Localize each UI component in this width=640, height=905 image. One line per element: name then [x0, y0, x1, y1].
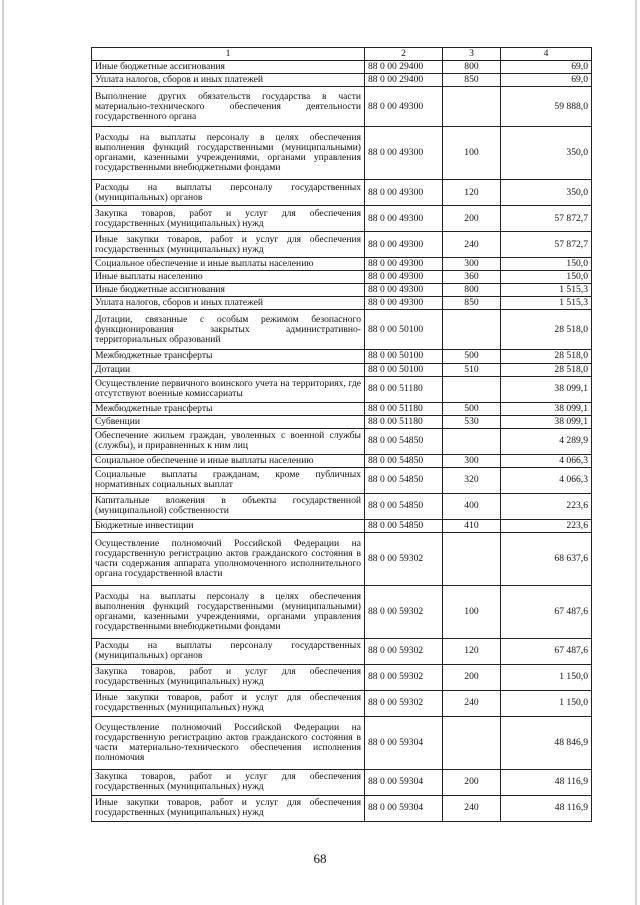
- header-col-1: 1: [92, 48, 365, 61]
- row-sum-cell: 38 099,1: [501, 402, 592, 415]
- table-row: [92, 532, 592, 585]
- row-sum-cell: 38 099,1: [501, 415, 592, 428]
- row-code-cell: 88 0 00 50100: [365, 363, 443, 376]
- row-name-cell: Расходы на выплаты персоналу государственных (муниципальных) органов: [92, 180, 365, 206]
- row-sum-cell: 69,0: [501, 61, 592, 74]
- row-sum-cell: 350,0: [501, 180, 592, 206]
- row-name-cell: Дотации: [92, 363, 365, 376]
- row-code-cell: 88 0 00 59302: [365, 638, 443, 664]
- row-sum-cell: 57 872,7: [501, 232, 592, 258]
- row-name-cell: Иные бюджетные ассигнования: [92, 61, 365, 74]
- row-name-cell: Уплата налогов, сборов и иных платежей: [92, 74, 365, 87]
- table-row: [92, 232, 592, 258]
- row-vr-cell: 100: [443, 127, 501, 180]
- row-vr-cell: 850: [443, 297, 501, 310]
- row-vr-cell: 240: [443, 232, 501, 258]
- row-sum-cell: 4 066,3: [501, 454, 592, 467]
- row-name-cell: Расходы на выплаты персоналу в целях обеспечения выполнения функций государственными (муниципальными) органами, казенными учреждениями, органами управления государственными внебюджетными фондами: [92, 585, 365, 638]
- row-code-cell: 88 0 00 59304: [365, 769, 443, 795]
- row-vr-cell: 200: [443, 769, 501, 795]
- row-name-cell: Межбюджетные трансферты: [92, 402, 365, 415]
- row-sum-cell: 28 518,0: [501, 363, 592, 376]
- table-row: [92, 74, 592, 87]
- row-sum-cell: 223,6: [501, 493, 592, 519]
- row-name-cell: Социальное обеспечение и иные выплаты населению: [92, 454, 365, 467]
- row-name-cell: Субвенции: [92, 415, 365, 428]
- table-row: [92, 493, 592, 519]
- row-name-cell: Закупка товаров, работ и услуг для обеспечения государственных (муниципальных) нужд: [92, 664, 365, 690]
- table-row: [92, 297, 592, 310]
- row-name-cell: Осуществление полномочий Российской Федерации на государственную регистрацию актов гражданского состояния в части материально-технического обеспечения исполнения полномочия: [92, 716, 365, 769]
- row-code-cell: 88 0 00 59302: [365, 664, 443, 690]
- row-vr-cell: 800: [443, 61, 501, 74]
- row-code-cell: 88 0 00 54850: [365, 493, 443, 519]
- table-row: [92, 180, 592, 206]
- row-vr-cell: 800: [443, 284, 501, 297]
- row-vr-cell: 240: [443, 795, 501, 821]
- row-vr-cell: [443, 716, 501, 769]
- row-vr-cell: 850: [443, 74, 501, 87]
- row-name-cell: Межбюджетные трансферты: [92, 350, 365, 363]
- row-name-cell: Иные закупки товаров, работ и услуг для обеспечения государственных (муниципальных) нужд: [92, 795, 365, 821]
- row-vr-cell: 410: [443, 519, 501, 532]
- row-name-cell: Расходы на выплаты персоналу в целях обеспечения выполнения функций государственными (муниципальными) органами, казенными учреждениями, органами управления государственными внебюджетными фондами: [92, 127, 365, 180]
- page-number: 68: [313, 851, 327, 866]
- budget-table: [91, 47, 592, 822]
- row-sum-cell: 4 289,9: [501, 428, 592, 454]
- row-name-cell: Закупка товаров, работ и услуг для обеспечения государственных (муниципальных) нужд: [92, 769, 365, 795]
- row-sum-cell: 1 150,0: [501, 664, 592, 690]
- row-sum-cell: 350,0: [501, 127, 592, 180]
- row-vr-cell: 400: [443, 493, 501, 519]
- row-vr-cell: [443, 310, 501, 350]
- table-row: [92, 284, 592, 297]
- row-code-cell: 88 0 00 59302: [365, 690, 443, 716]
- row-name-cell: Иные закупки товаров, работ и услуг для обеспечения государственных (муниципальных) нужд: [92, 690, 365, 716]
- row-vr-cell: 500: [443, 402, 501, 415]
- row-code-cell: 88 0 00 54850: [365, 467, 443, 493]
- row-vr-cell: 200: [443, 664, 501, 690]
- row-name-cell: Выполнение других обязательств государства в части материально-технического обеспечения деятельности государственного органа: [92, 87, 365, 127]
- table-row: [92, 467, 592, 493]
- table-row: [92, 206, 592, 232]
- row-name-cell: Капитальные вложения в объекты государственной (муниципальной) собственности: [92, 493, 365, 519]
- row-sum-cell: 48 846,9: [501, 716, 592, 769]
- row-name-cell: Иные бюджетные ассигнования: [92, 284, 365, 297]
- row-name-cell: Бюджетные инвестиции: [92, 519, 365, 532]
- table-row: [92, 638, 592, 664]
- row-vr-cell: [443, 532, 501, 585]
- row-name-cell: Обеспечение жильем граждан, уволенных с военной службы (службы), и приравненных к ним лиц: [92, 428, 365, 454]
- table-row: [92, 690, 592, 716]
- row-code-cell: 88 0 00 49300: [365, 180, 443, 206]
- row-sum-cell: 1 515,3: [501, 284, 592, 297]
- table-row: [92, 402, 592, 415]
- table-header-row: [92, 48, 592, 61]
- row-name-cell: Расходы на выплаты персоналу государственных (муниципальных) органов: [92, 638, 365, 664]
- table-row: [92, 61, 592, 74]
- row-vr-cell: 120: [443, 638, 501, 664]
- row-code-cell: 88 0 00 49300: [365, 297, 443, 310]
- scan-edge-left: [2, 0, 4, 905]
- row-vr-cell: 320: [443, 467, 501, 493]
- row-sum-cell: 1 150,0: [501, 690, 592, 716]
- row-code-cell: 88 0 00 50100: [365, 310, 443, 350]
- row-code-cell: 88 0 00 50100: [365, 350, 443, 363]
- row-name-cell: Уплата налогов, сборов и иных платежей: [92, 297, 365, 310]
- table-row: [92, 664, 592, 690]
- row-vr-cell: 100: [443, 585, 501, 638]
- scan-edge-right: [635, 0, 637, 905]
- row-vr-cell: 300: [443, 258, 501, 271]
- row-name-cell: Осуществление полномочий Российской Федерации на государственную регистрацию актов гражданского состояния в части содержания аппарата уполномоченного исполнительного органа государственной власти: [92, 532, 365, 585]
- row-vr-cell: 200: [443, 206, 501, 232]
- table-row: [92, 585, 592, 638]
- row-code-cell: 88 0 00 51180: [365, 415, 443, 428]
- row-sum-cell: 59 888,0: [501, 87, 592, 127]
- header-col-2: 2: [365, 48, 443, 61]
- row-vr-cell: [443, 428, 501, 454]
- row-code-cell: 88 0 00 49300: [365, 284, 443, 297]
- table-row: [92, 258, 592, 271]
- row-code-cell: 88 0 00 59302: [365, 532, 443, 585]
- row-code-cell: 88 0 00 54850: [365, 428, 443, 454]
- row-code-cell: 88 0 00 54850: [365, 519, 443, 532]
- row-code-cell: 88 0 00 49300: [365, 127, 443, 180]
- row-name-cell: Дотации, связанные с особым режимом безопасного функционирования закрытых административно-территориальных образований: [92, 310, 365, 350]
- row-code-cell: 88 0 00 49300: [365, 258, 443, 271]
- row-code-cell: 88 0 00 59302: [365, 585, 443, 638]
- row-name-cell: Социальное обеспечение и иные выплаты населению: [92, 258, 365, 271]
- row-vr-cell: 500: [443, 350, 501, 363]
- table-row: [92, 415, 592, 428]
- table-row: [92, 127, 592, 180]
- row-code-cell: 88 0 00 29400: [365, 61, 443, 74]
- table-row: [92, 350, 592, 363]
- row-sum-cell: 69,0: [501, 74, 592, 87]
- header-col-4: 4: [501, 48, 592, 61]
- table-row: [92, 428, 592, 454]
- table-row: [92, 795, 592, 821]
- table-row: [92, 376, 592, 402]
- row-sum-cell: 48 116,9: [501, 795, 592, 821]
- row-vr-cell: 510: [443, 363, 501, 376]
- row-sum-cell: 223,6: [501, 519, 592, 532]
- table-row: [92, 716, 592, 769]
- row-code-cell: 88 0 00 49300: [365, 87, 443, 127]
- row-vr-cell: 360: [443, 271, 501, 284]
- row-vr-cell: 300: [443, 454, 501, 467]
- row-sum-cell: 150,0: [501, 271, 592, 284]
- row-sum-cell: 28 518,0: [501, 310, 592, 350]
- table-row: [92, 454, 592, 467]
- row-vr-cell: 120: [443, 180, 501, 206]
- row-code-cell: 88 0 00 49300: [365, 271, 443, 284]
- row-code-cell: 88 0 00 54850: [365, 454, 443, 467]
- row-name-cell: Закупка товаров, работ и услуг для обеспечения государственных (муниципальных) нужд: [92, 206, 365, 232]
- table-row: [92, 519, 592, 532]
- row-code-cell: 88 0 00 59304: [365, 716, 443, 769]
- row-code-cell: 88 0 00 51180: [365, 376, 443, 402]
- row-vr-cell: [443, 376, 501, 402]
- row-sum-cell: 68 637,6: [501, 532, 592, 585]
- row-vr-cell: [443, 87, 501, 127]
- row-sum-cell: 67 487,6: [501, 638, 592, 664]
- table-row: [92, 310, 592, 350]
- row-sum-cell: 48 116,9: [501, 769, 592, 795]
- row-sum-cell: 1 515,3: [501, 297, 592, 310]
- row-code-cell: 88 0 00 59304: [365, 795, 443, 821]
- row-name-cell: Иные закупки товаров, работ и услуг для обеспечения государственных (муниципальных) нужд: [92, 232, 365, 258]
- row-code-cell: 88 0 00 49300: [365, 206, 443, 232]
- row-sum-cell: 67 487,6: [501, 585, 592, 638]
- row-vr-cell: 530: [443, 415, 501, 428]
- row-sum-cell: 4 066,3: [501, 467, 592, 493]
- row-name-cell: Иные выплаты населению: [92, 271, 365, 284]
- header-col-3: 3: [443, 48, 501, 61]
- row-sum-cell: 38 099,1: [501, 376, 592, 402]
- table-row: [92, 769, 592, 795]
- row-name-cell: Осуществление первичного воинского учета на территориях, где отсутствуют военные комиссариаты: [92, 376, 365, 402]
- row-name-cell: Социальные выплаты гражданам, кроме публичных нормативных социальных выплат: [92, 467, 365, 493]
- table-row: [92, 87, 592, 127]
- table-row: [92, 271, 592, 284]
- row-code-cell: 88 0 00 51180: [365, 402, 443, 415]
- row-code-cell: 88 0 00 49300: [365, 232, 443, 258]
- row-code-cell: 88 0 00 29400: [365, 74, 443, 87]
- row-vr-cell: 240: [443, 690, 501, 716]
- row-sum-cell: 150,0: [501, 258, 592, 271]
- row-sum-cell: 57 872,7: [501, 206, 592, 232]
- row-sum-cell: 28 518,0: [501, 350, 592, 363]
- table-row: [92, 363, 592, 376]
